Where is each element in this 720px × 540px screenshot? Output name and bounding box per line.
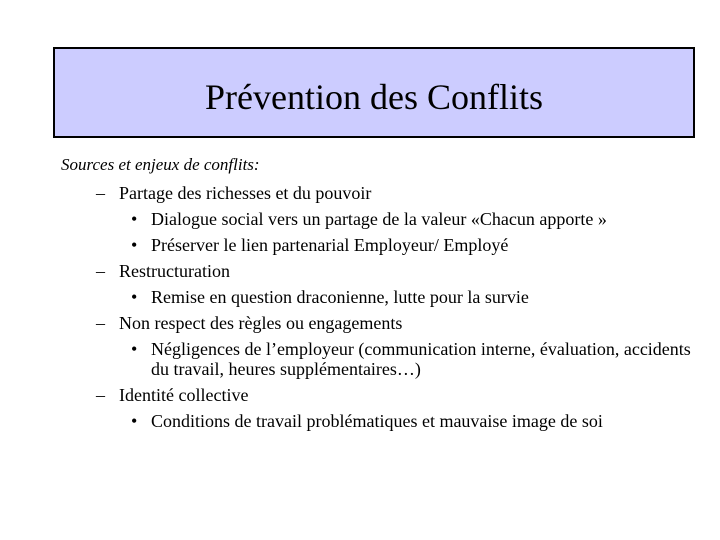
dash-marker: – <box>96 385 105 405</box>
list-item <box>61 284 711 310</box>
list-item-text: Remise en question draconienne, lutte pour la survie <box>151 287 529 307</box>
list-item <box>61 206 711 232</box>
title-banner <box>53 47 695 138</box>
section-heading-2 <box>61 258 711 284</box>
slide-title: Prévention des Conflits <box>205 76 543 117</box>
bullet-marker: • <box>131 411 138 431</box>
bullet-marker: • <box>131 287 138 307</box>
list-item-text: Préserver le lien partenarial Employeur/ Employé <box>151 235 509 255</box>
list-item-text: Dialogue social vers un partage de la valeur «Chacun apporte » <box>151 209 607 229</box>
section-heading-text: Restructuration <box>119 261 230 281</box>
section-heading-text: Identité collective <box>119 385 249 405</box>
section-heading-1 <box>61 180 711 206</box>
list-item <box>61 408 711 434</box>
intro-text: Sources et enjeux de conflits: <box>61 155 260 174</box>
section-heading-3 <box>61 310 711 336</box>
dash-marker: – <box>96 313 105 333</box>
bullet-marker: • <box>131 235 138 255</box>
slide-body <box>61 154 711 434</box>
section-heading-4 <box>61 382 711 408</box>
bullet-marker: • <box>131 339 138 359</box>
dash-marker: – <box>96 261 105 281</box>
list-item <box>61 232 711 258</box>
section-heading-text: Partage des richesses et du pouvoir <box>119 183 372 203</box>
bullet-marker: • <box>131 209 138 229</box>
section-heading-text: Non respect des règles ou engagements <box>119 313 403 333</box>
list-item-text: Conditions de travail problématiques et mauvaise image de soi <box>151 411 603 431</box>
dash-marker: – <box>96 183 105 203</box>
list-item-text: Négligences de l’employeur (communication interne, évaluation, accidents du travail, heures supplémentaires…) <box>151 339 691 379</box>
list-item <box>61 336 711 382</box>
